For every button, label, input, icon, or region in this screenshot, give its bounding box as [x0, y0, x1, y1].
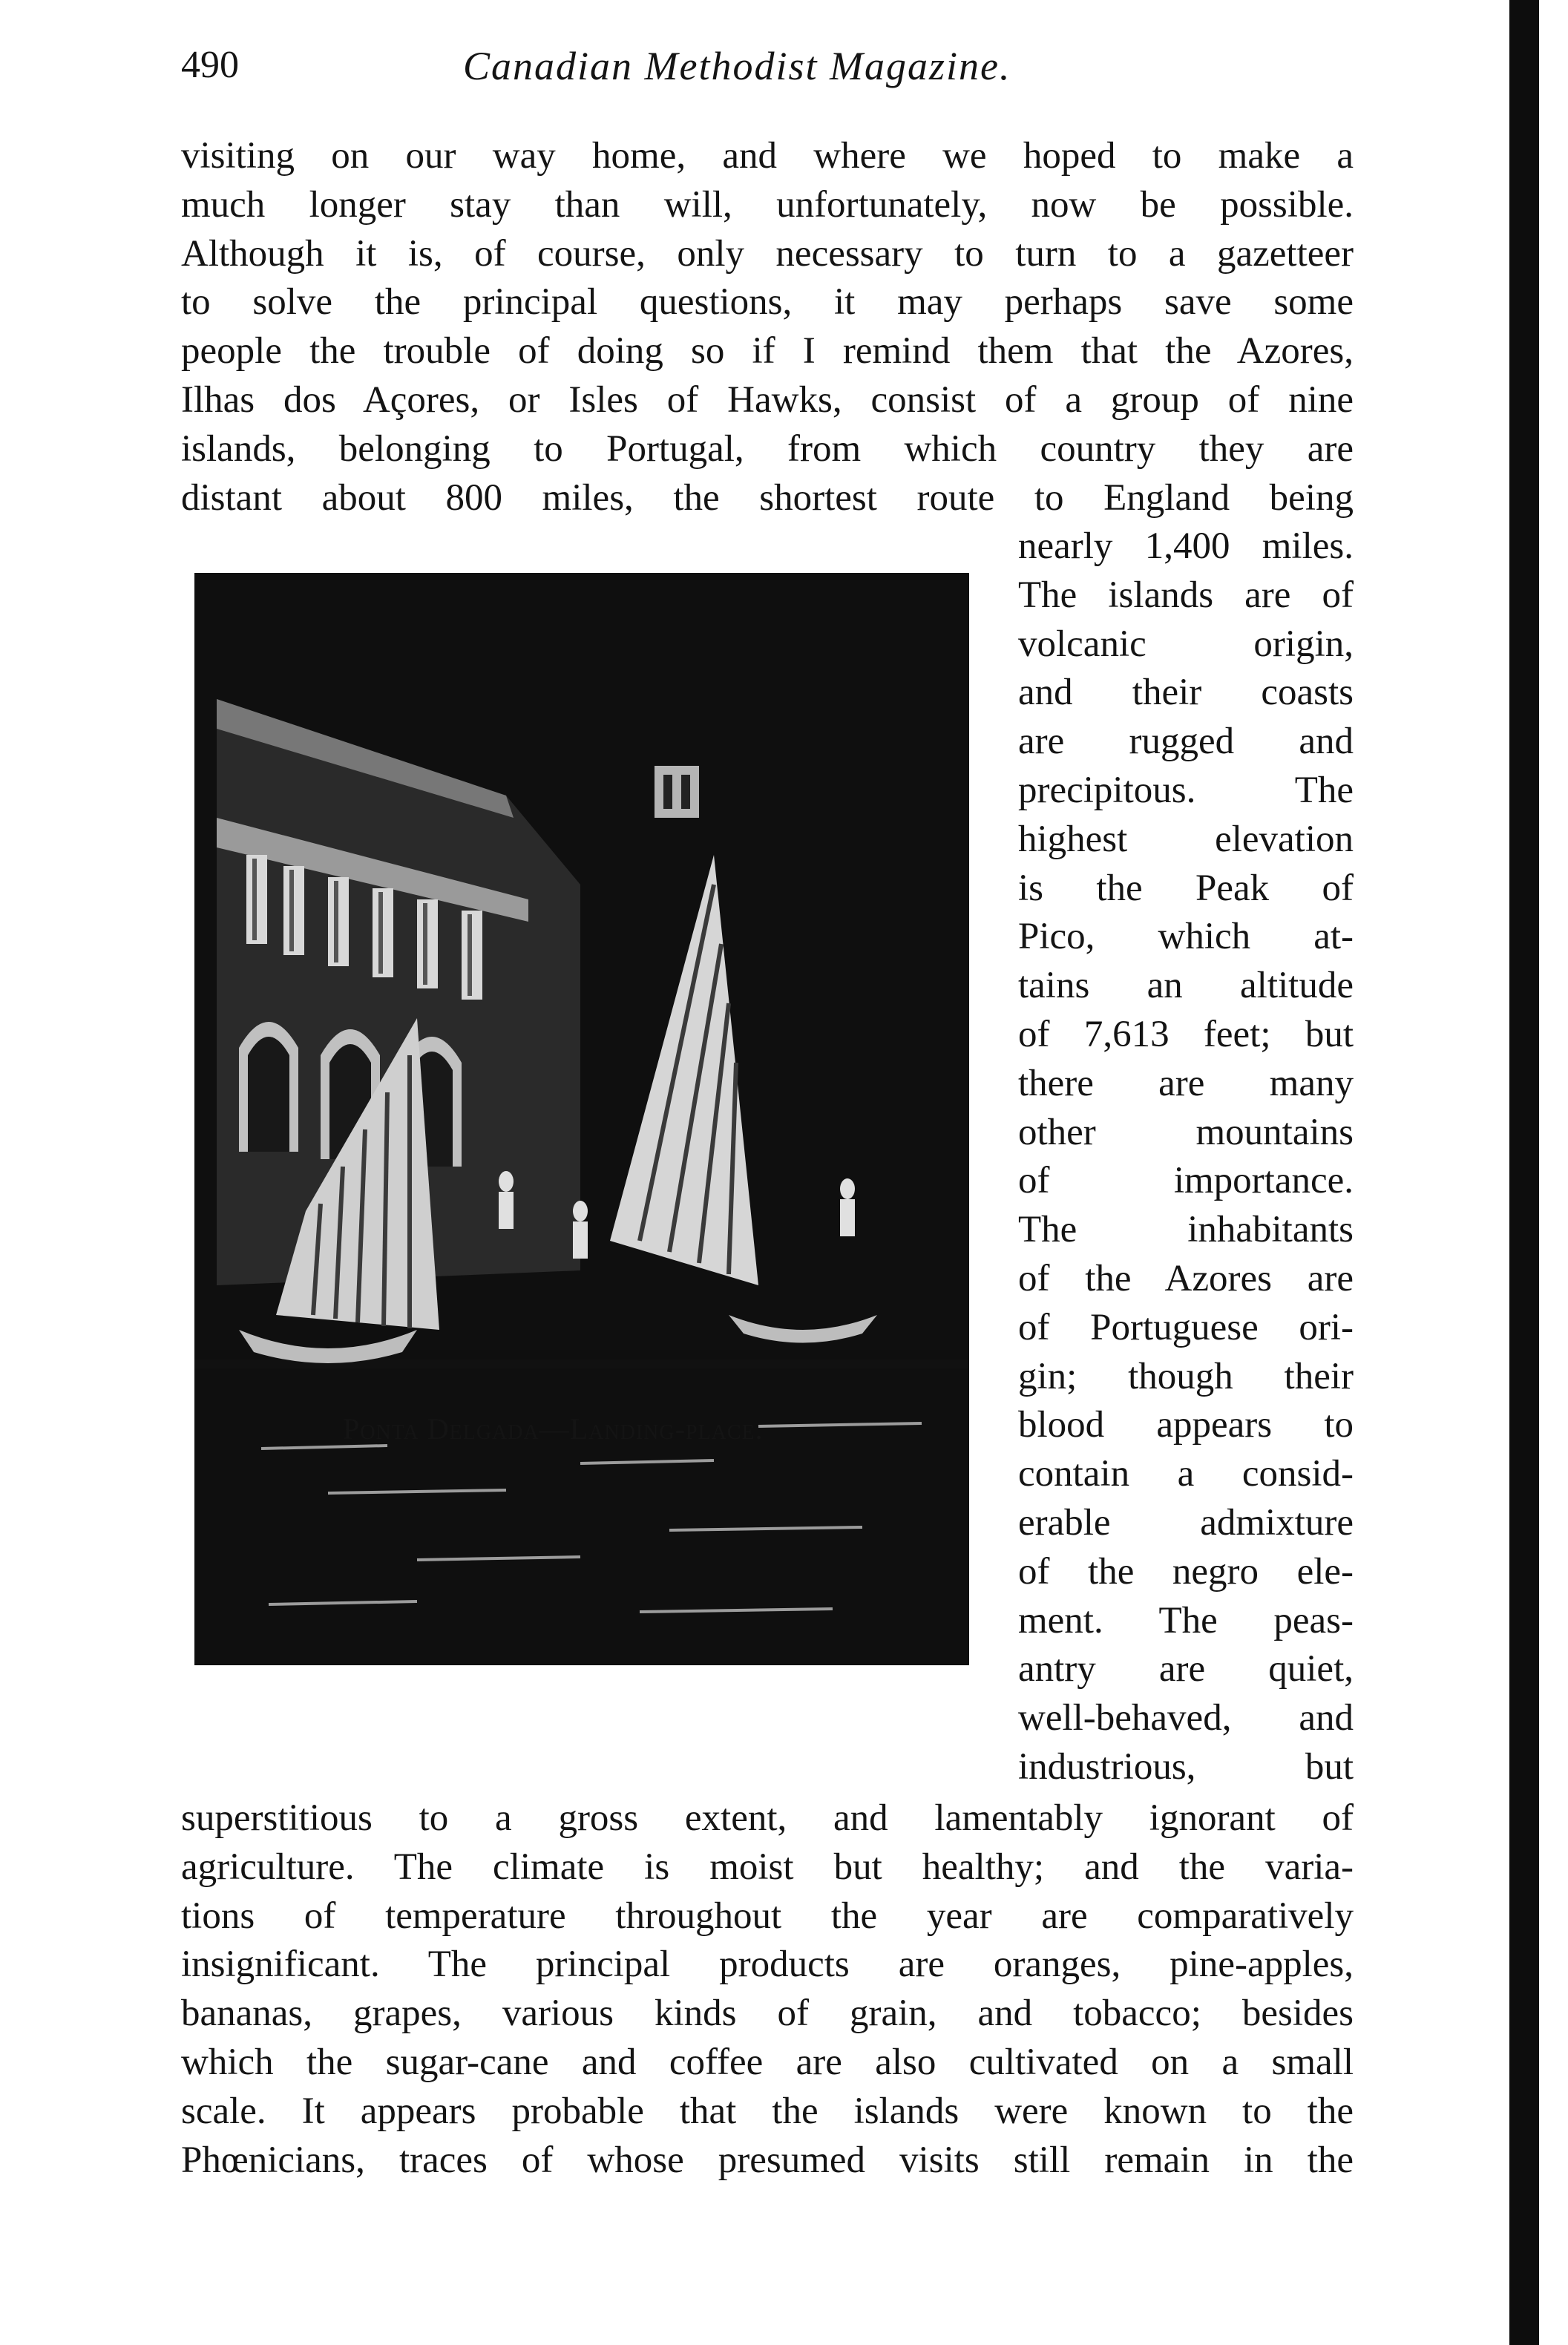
text-line: and their coasts	[1018, 672, 1354, 714]
text-line: superstitious to a gross extent, and lamentably ignorant of	[181, 1797, 1354, 1839]
text-line: highest elevation	[1018, 818, 1354, 860]
text-line: islands, belonging to Portugal, from which country they are	[181, 427, 1354, 470]
text-line: Ilhas dos Açores, or Isles of Hawks, consist of a group of nine	[181, 378, 1354, 421]
text-line: Pico, which at-	[1018, 916, 1354, 958]
text-line: precipitous. The	[1018, 769, 1354, 811]
engraving-illustration	[194, 573, 969, 1665]
body-text-top	[181, 132, 1354, 522]
running-title: Canadian Methodist Magazine.	[463, 44, 1011, 88]
text-line: is the Peak of	[1018, 867, 1354, 909]
text-line: tions of temperature throughout the year are comparatively	[181, 1895, 1354, 1937]
text-line: much longer stay than will, unfortunately, now be possible.	[181, 183, 1354, 226]
text-line: Phœnicians, traces of whose presumed visits still remain in the	[181, 2139, 1354, 2181]
text-line: contain a consid-	[1018, 1453, 1354, 1495]
text-line: of the Azores are	[1018, 1257, 1354, 1299]
text-line: scale. It appears probable that the islands were known to the	[181, 2090, 1354, 2132]
text-line: visiting on our way home, and where we hoped to make a	[181, 135, 1354, 177]
page-header	[181, 43, 1354, 102]
text-line: other mountains	[1018, 1111, 1354, 1153]
text-line: antry are quiet,	[1018, 1648, 1354, 1690]
text-line: erable admixture	[1018, 1501, 1354, 1544]
text-line: to solve the principal questions, it may perhaps save some	[181, 281, 1354, 324]
text-line: which the sugar-cane and coffee are also cultivated on a small	[181, 2041, 1354, 2083]
text-line: there are many	[1018, 1062, 1354, 1104]
text-line: are rugged and	[1018, 721, 1354, 763]
text-line: industrious, but	[1018, 1745, 1354, 1788]
figure-caption: Ponta Delgada—Landing-place.	[343, 1412, 764, 1446]
text-line: of Portuguese ori-	[1018, 1306, 1354, 1348]
text-line: nearly 1,400 miles.	[1018, 525, 1354, 567]
body-text-side-column	[1018, 522, 1354, 1792]
text-line: Although it is, of course, only necessary to turn to a gazetteer	[181, 232, 1354, 275]
text-line: volcanic origin,	[1018, 623, 1354, 665]
text-line: of the negro ele-	[1018, 1550, 1354, 1593]
text-line: insignificant. The principal products are oranges, pine-apples,	[181, 1944, 1354, 1986]
text-line: well-behaved, and	[1018, 1697, 1354, 1739]
text-line: people the trouble of doing so if I remind them that the Azores,	[181, 330, 1354, 373]
text-line: blood appears to	[1018, 1404, 1354, 1446]
text-line: The islands are of	[1018, 574, 1354, 616]
text-line: The inhabitants	[1018, 1209, 1354, 1251]
scan-edge-bar	[1509, 0, 1539, 2345]
text-line: ment. The peas-	[1018, 1599, 1354, 1642]
body-text-bottom	[181, 1794, 1354, 2185]
text-line: of importance.	[1018, 1160, 1354, 1202]
text-line: gin; though their	[1018, 1355, 1354, 1397]
text-line: distant about 800 miles, the shortest route to England being	[181, 476, 1354, 519]
text-line: tains an altitude	[1018, 965, 1354, 1007]
text-line: bananas, grapes, various kinds of grain, and tobacco; besides	[181, 1993, 1354, 2035]
text-line: agriculture. The climate is moist but healthy; and the varia-	[181, 1846, 1354, 1888]
text-line: of 7,613 feet; but	[1018, 1013, 1354, 1055]
page-number: 490	[181, 44, 239, 86]
